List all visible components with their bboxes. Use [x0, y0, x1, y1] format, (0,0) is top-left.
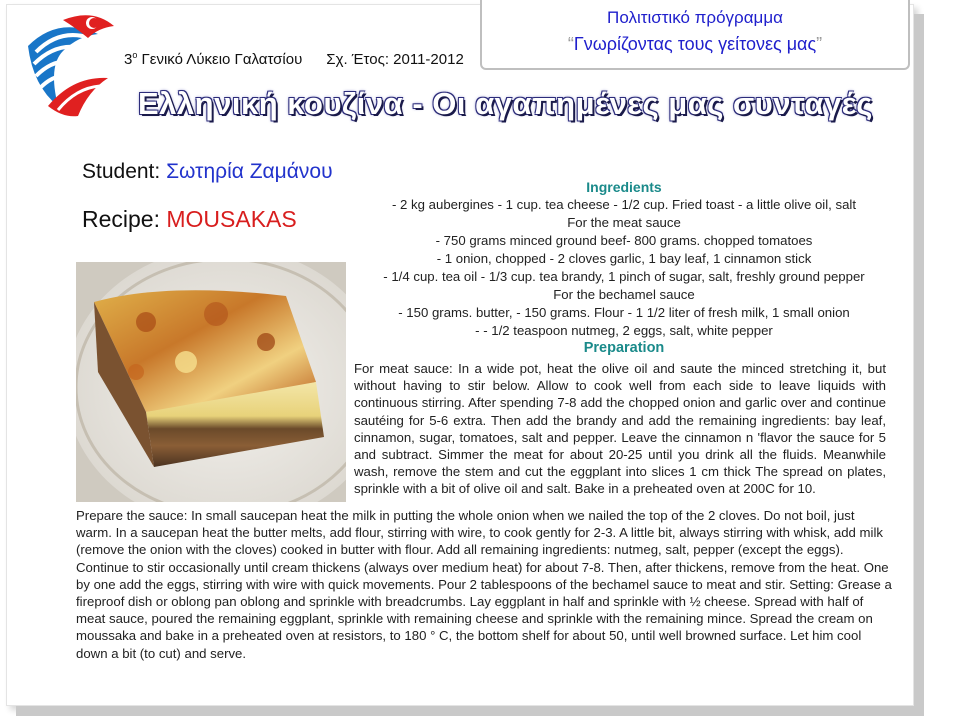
school-info	[124, 50, 464, 68]
ingredient-line: - 2 kg aubergines - 1 cup. tea cheese - 1/2 cup. Fried toast - a little olive oil, salt	[392, 197, 856, 212]
ingredient-subheading: For the meat sauce	[567, 215, 681, 230]
ingredient-subheading: For the bechamel sauce	[553, 287, 695, 302]
student-label: Student:	[82, 160, 167, 183]
moussaka-photo	[76, 262, 346, 502]
preparation-heading: Preparation	[583, 340, 665, 356]
ingredient-line: - 750 grams minced ground beef- 800 grams. chopped tomatoes	[435, 233, 813, 248]
quote-open: “	[567, 34, 574, 54]
program-subtitle-text: Γνωρίζοντας τους γείτονες μας	[573, 34, 817, 54]
page-title: Ελληνική κουζίνα - Οι αγαπημένες μας συνταγές	[138, 86, 873, 121]
ingredients-heading: Ingredients	[586, 179, 662, 195]
student-name: Σωτηρία Ζαμάνου	[166, 160, 333, 183]
school-year: Σχ. Έτος: 2011-2012	[326, 51, 464, 68]
ingredient-line: - 150 grams. butter, - 150 grams. Flour - 1 1/2 liter of fresh milk, 1 small onion	[398, 305, 850, 320]
quote-close: ”	[816, 34, 823, 54]
recipe-label: Recipe:	[82, 206, 167, 232]
ingredient-line: - - 1/2 teaspoon nutmeg, 2 eggs, salt, white pepper	[475, 323, 773, 338]
ingredient-line: - 1 onion, chopped - 2 cloves garlic, 1 bay leaf, 1 cinnamon stick	[436, 251, 812, 266]
preparation-text-1: For meat sauce: In a wide pot, heat the olive oil and saute the minced stretching it, but without having to stir below. Allow to cook well from each side to leave liquids with continuous stirring. After spending 7-8 add the chopped onion and garlic over and continue sautéing for 5-6 extra. Then add the brandy and add the remaining ingredients: bay leaf, cinnamon, sugar, tomatoes, salt and pepper. Leave the cinnamon n 'flavor the sauce for 5 and subtract. Simmer the meat for about 20-25 until you drink all the fluids. Meanwhile wash, remove the stem and cut the eggplant into slices 1 cm thick The spread on plates, sprinkle with a bit of olive oil and salt. Bake in a preheated oven at 200C for 10.	[354, 361, 886, 497]
program-subtitle	[482, 34, 908, 55]
recipe-line	[82, 206, 297, 233]
school-name: Γενικό Λύκειο Γαλατσίου	[137, 51, 303, 68]
student-line	[82, 160, 333, 184]
school-number: 3	[124, 51, 133, 68]
recipe-name: MOUSAKAS	[166, 206, 297, 232]
program-box	[480, 0, 910, 70]
ingredient-line: - 1/4 cup. tea oil - 1/3 cup. tea brandy, 1 pinch of sugar, salt, freshly ground pepper	[383, 269, 865, 284]
school-logo	[18, 6, 118, 126]
school-number-sup: ο	[132, 50, 138, 60]
preparation-text-2: Prepare the sauce: In small saucepan heat the milk in putting the whole onion when we nailed the top of the 2 cloves. Do not boil, just warm. In a saucepan heat the butter melts, add flour, stirring with wire, to cook gently for 2-3. A little bit, always stirring with whisk, add milk (remove the onion with the cloves) cooked in butter with flour. Add all remaining ingredients: nutmeg, salt, pepper (except the eggs). Continue to stir occasionally until cream thickens (always over medium heat) for about 7-8. Then, after thickens, remove from the heat. One by one add the eggs, stirring with wire with quick movements. Pour 2 tablespoons of the bechamel sauce to meat and stir. Setting: Grease a fireproof dish or oblong pan oblong and sprinkle with breadcrumbs. Lay eggplant in half and sprinkle with ½ cheese. Spread with half of meat sauce, poured the remaining eggplant, sprinkle with remaining cheese and sprinkle with the remaining mince. Spread the cream on moussaka and bake in a preheated oven at resistors, to 180 ° C, the bottom shelf for about 50, until well browned surface. Let him cool down a bit (to cut) and serve.	[76, 508, 892, 661]
program-title: Πολιτιστικό πρόγραμμα	[607, 8, 783, 27]
ingredients-block	[354, 178, 894, 340]
